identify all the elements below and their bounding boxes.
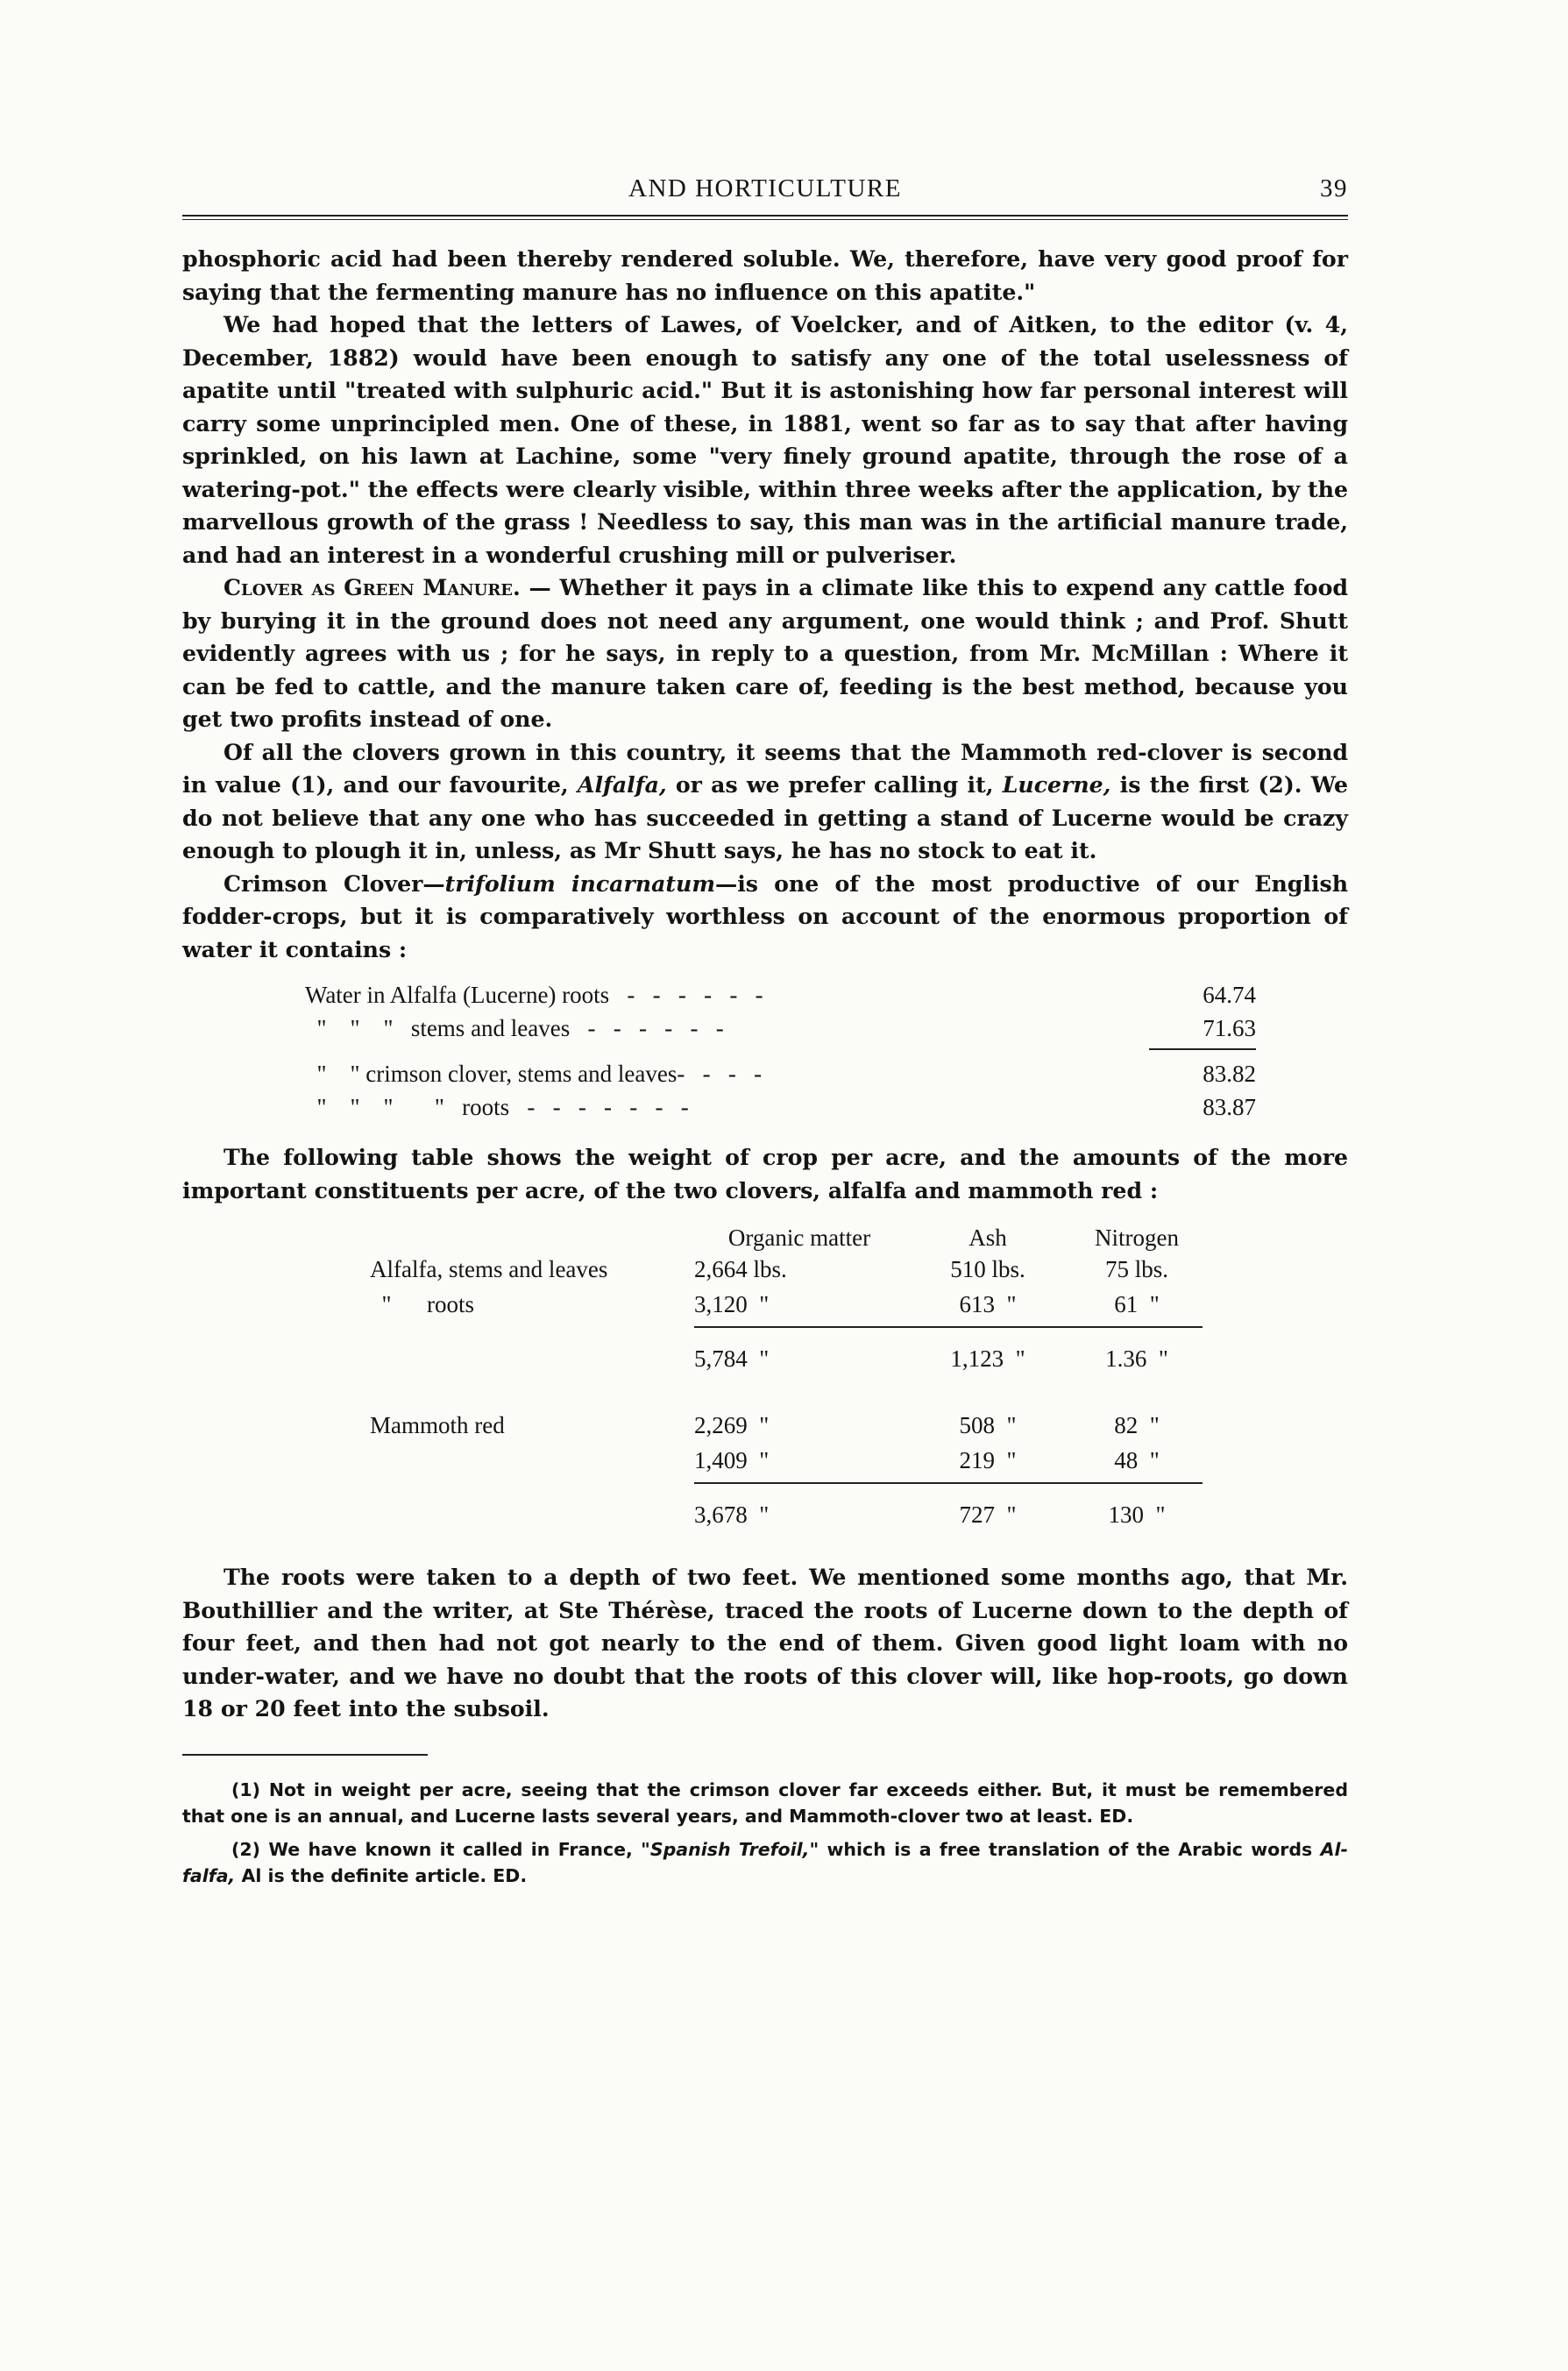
table-row-total: 5,784 " 1,123 " 1.36 " (358, 1327, 1203, 1391)
footnote-1: (1) Not in weight per acre, seeing that the crimson clover far exceeds either. But, it must be remembered that one is an annual, and Lucerne lasts several years, and Mammoth-clover two at least. ED. (182, 1778, 1348, 1827)
page-number: 39 (1320, 174, 1348, 202)
paragraph-table-intro: The following table shows the weight of crop per acre, and the amounts of the more important constituents per acre, of the two clovers, alfalfa and mammoth red : (182, 1144, 1348, 1203)
table-row-total: 3,678 " 727 " 130 " (358, 1483, 1203, 1547)
footnote-rule (182, 1754, 428, 1756)
table-row: " " " stems and leaves - - - - - - 71.63 (305, 1015, 1256, 1049)
footnotes (182, 1777, 1348, 1889)
paragraph-crimson: Crimson Clover—trifolium incarnatum—is one of the most productive of our English fodder-crops, but it is comparatively worthless on account of the enormous proportion of water it contains : (182, 870, 1349, 962)
paragraph-phosphoric: phosphoric acid had been thereby rendered soluble. We, therefore, have very good proof for saying that the fermenting manure has no influence on this apatite." (182, 245, 1348, 305)
table-header-row (358, 1221, 1203, 1256)
page (182, 171, 1348, 1896)
col-ash: Ash (968, 1224, 1007, 1251)
table-row: Water in Alfalfa (Lucerne) roots - - - - - - 64.74 (305, 982, 1256, 1008)
section-heading: Clover as Green Manure. (223, 574, 521, 600)
paragraph-letters: We had hoped that the letters of Lawes, of Voelcker, and of Aitken, to the editor (v. 4, December, 1882) would have been enough to satisfy any one of the total uselessness of apatite until "treated with sulphuric acid." But it is astonishing how far personal interest will carry some unprincipled men. One of these, in 1881, went so far as to say that after having sprinkled, on his lawn at Lachine, some "very finely ground apatite, through the rose of a watering-pot." the effects were clearly visible, within three weeks after the application, by the marvellous growth of the grass ! Needless to say, this man was in the artificial manure trade, and had an interest in a wonderful crushing mill or pulveriser. (182, 311, 1348, 568)
paragraph-clover-manure: Clover as Green Manure. — Whether it pays in a climate like this to expend any cattle food by burying it in the ground does not need any argument, one would think ; and Prof. Shutt evidently agrees with us ; for he says, in reply to a question, from Mr. McMillan : Where it can be fed to cattle, and the manure taken care of, feeding is the best method, because you get two profits instead of one. (182, 574, 1348, 732)
paragraph-clovers: Of all the clovers grown in this country, it seems that the Mammoth red-clover is second in value (1), and our favourite, Alfalfa, or as we prefer calling it, Lucerne, is the first (2). We do not believe that any one who has succeeded in getting a stand of Lucerne would be crazy enough to plough it in, unless, as Mr Shutt says, he has no stock to eat it. (182, 738, 1348, 863)
article-body (182, 243, 1348, 966)
table-row: " roots 3,120 " 613 " 61 " (370, 1291, 1160, 1317)
footnote-2: (2) We have known it called in France, "Spanish Trefoil," which is a free translation of the Arabic words Al-falfa, Al is the definite article. ED. (182, 1838, 1348, 1886)
paragraph-roots: The roots were taken to a depth of two feet. We mentioned some months ago, that Mr. Bouthillier and the writer, at Ste Thérèse, traced the roots of Lucerne down to the depth of four feet, and then had not got nearly to the end of them. Given good light loam with no under-water, and we have no doubt that the roots of this clover will, like hop-roots, go down 18 or 20 feet into the subsoil. (182, 1564, 1348, 1721)
running-title: AND HORTICULTURE (628, 174, 902, 202)
water-content-table (305, 982, 1256, 1127)
table-row: " " " " roots - - - - - - - 83.87 (305, 1094, 1256, 1120)
table-row: 1,409 " 219 " 48 " (694, 1447, 1160, 1473)
header-rule (182, 215, 1348, 220)
crop-constituents-table (358, 1221, 1203, 1547)
running-head (182, 171, 1348, 213)
col-nitrogen: Nitrogen (1095, 1224, 1179, 1251)
table-row: Mammoth red 2,269 " 508 " 82 " (370, 1412, 1160, 1438)
table-row: " " crimson clover, stems and leaves- - - - 83.82 (305, 1061, 1256, 1087)
col-organic-matter: Organic matter (727, 1224, 871, 1251)
table-row: Alfalfa, stems and leaves 2,664 lbs. 510 lbs. 75 lbs. (370, 1256, 1168, 1282)
